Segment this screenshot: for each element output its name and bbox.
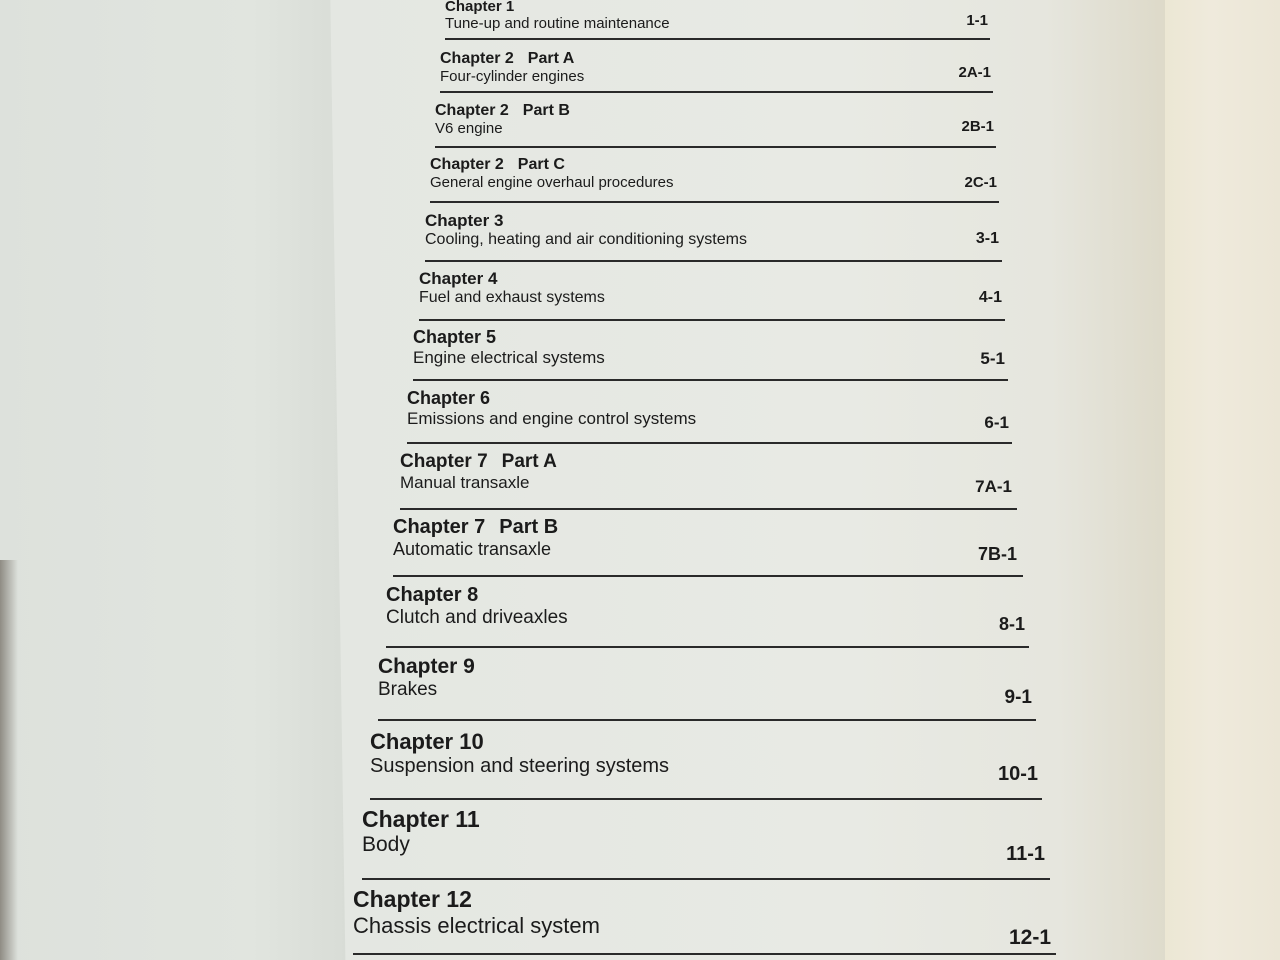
page-number: 2C-1	[964, 174, 997, 191]
toc-entry	[393, 516, 1017, 564]
toc-entry	[400, 451, 1012, 496]
chapter-label: Chapter 2	[440, 50, 514, 67]
part-label: Part B	[499, 516, 559, 538]
toc-entry	[386, 584, 1025, 634]
chapter-label: Chapter 5	[413, 327, 497, 347]
chapter-title: Four-cylinder engines	[440, 68, 585, 85]
divider	[413, 379, 1008, 381]
page-number: 9-1	[1004, 687, 1032, 708]
chapter-title: V6 engine	[435, 120, 503, 137]
toc-entry	[425, 211, 999, 249]
toc-entry	[353, 886, 1051, 949]
divider	[378, 719, 1036, 721]
divider	[445, 38, 990, 40]
toc-entry	[430, 156, 997, 191]
chapter-label: Chapter 1	[445, 0, 515, 15]
divider	[425, 260, 1002, 262]
toc-entry	[407, 388, 1009, 432]
chapter-label: Chapter 3	[425, 211, 504, 230]
chapter-title: Chassis electrical system	[353, 913, 600, 938]
chapter-heading	[413, 327, 1005, 348]
part-label: Part A	[527, 50, 575, 67]
toc-entry	[419, 269, 1002, 307]
chapter-label: Chapter 10	[370, 729, 484, 754]
chapter-heading	[440, 50, 991, 68]
chapter-heading	[370, 729, 1038, 755]
chapter-title: Body	[362, 833, 410, 856]
divider	[400, 508, 1017, 510]
divider	[419, 319, 1005, 321]
divider	[353, 953, 1056, 955]
chapter-title: Automatic transaxle	[393, 539, 552, 559]
chapter-heading	[378, 655, 1032, 679]
chapter-title: General engine overhaul procedures	[430, 174, 674, 191]
page-number: 1-1	[966, 12, 988, 29]
page-number: 4-1	[978, 289, 1002, 306]
toc-entry	[440, 50, 991, 85]
divider	[407, 442, 1012, 444]
chapter-heading	[386, 584, 1025, 607]
chapter-label: Chapter 9	[378, 655, 475, 678]
page-number: 3-1	[975, 230, 999, 247]
chapter-title: Manual transaxle	[400, 473, 530, 492]
page-number: 11-1	[1006, 843, 1045, 865]
toc-entry	[413, 327, 1005, 368]
divider	[386, 646, 1029, 648]
toc-entry	[378, 655, 1032, 708]
toc-entry	[435, 102, 994, 137]
chapter-label: Chapter 8	[386, 584, 479, 606]
toc-entry	[370, 729, 1038, 785]
page-number: 2B-1	[961, 118, 994, 135]
part-label: Part C	[517, 156, 565, 173]
chapter-title: Fuel and exhaust systems	[419, 289, 605, 306]
part-label: Part A	[501, 451, 557, 472]
divider	[370, 798, 1042, 800]
chapter-heading	[407, 388, 1009, 409]
toc-entry	[445, 0, 988, 32]
chapter-heading	[353, 886, 1051, 913]
divider	[440, 91, 993, 93]
chapter-heading	[430, 156, 997, 174]
chapter-title: Suspension and steering systems	[370, 755, 670, 777]
chapter-label: Chapter 7	[393, 516, 486, 538]
chapter-heading	[419, 269, 1002, 289]
page-number: 2A-1	[958, 64, 991, 81]
toc-entry	[362, 806, 1045, 865]
page-number: 8-1	[998, 614, 1025, 634]
chapter-heading	[362, 806, 1045, 833]
chapter-heading	[435, 102, 994, 120]
chapter-label: Chapter 4	[419, 269, 498, 288]
chapter-heading	[445, 0, 988, 15]
divider	[362, 878, 1050, 880]
part-label: Part B	[522, 102, 570, 119]
chapter-heading	[393, 516, 1017, 539]
divider	[430, 201, 999, 203]
chapter-title: Tune-up and routine maintenance	[445, 15, 670, 32]
chapter-label: Chapter 11	[362, 806, 480, 832]
chapter-title: Brakes	[378, 679, 438, 700]
chapter-label: Chapter 6	[407, 388, 491, 408]
page-number: 12-1	[1008, 926, 1051, 949]
chapter-label: Chapter 7	[400, 451, 488, 472]
chapter-title: Engine electrical systems	[413, 348, 605, 367]
page-number: 7A-1	[975, 477, 1012, 496]
chapter-label: Chapter 2	[435, 102, 509, 119]
chapter-title: Cooling, heating and air conditioning systems	[425, 231, 747, 248]
divider	[393, 575, 1023, 577]
chapter-title: Clutch and driveaxles	[386, 607, 568, 628]
page-number: 7B-1	[977, 544, 1017, 564]
chapter-heading	[425, 211, 999, 231]
page-number: 6-1	[984, 413, 1009, 432]
page-number: 10-1	[997, 763, 1038, 785]
page-number: 5-1	[980, 349, 1005, 368]
chapter-title: Emissions and engine control systems	[407, 409, 697, 428]
chapter-label: Chapter 2	[430, 156, 504, 173]
chapter-heading	[400, 451, 1012, 473]
divider	[435, 146, 996, 148]
chapter-label: Chapter 12	[353, 886, 472, 912]
